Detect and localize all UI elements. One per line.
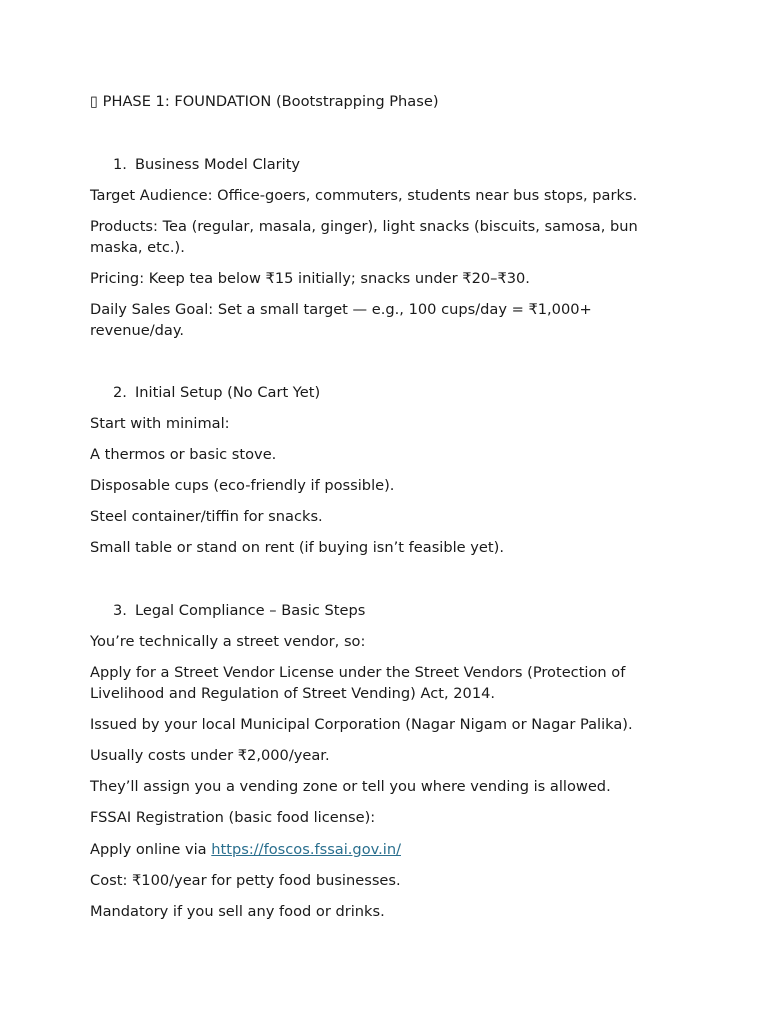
paragraph: Apply for a Street Vendor License under the Street Vendors (Protection of Livelihood and Regulation of Street Vending) Act, 2014. [90,664,626,702]
apply-prefix: Apply online via [90,841,212,858]
paragraph: FSSAI Registration (basic food license): [90,809,376,826]
paragraph: Steel container/tiffin for snacks. [90,508,323,525]
paragraph: You’re technically a street vendor, so: [90,633,366,650]
paragraph: A thermos or basic stove. [90,446,277,463]
section-title: Legal Compliance – Basic Steps [135,602,366,619]
paragraph: Usually costs under ₹2,000/year. [90,747,330,764]
paragraph: Issued by your local Municipal Corporation (Nagar Nigam or Nagar Palika). [90,716,633,733]
section-title: Initial Setup (No Cart Yet) [135,384,321,401]
section-2-title [113,382,320,403]
phase-heading [90,91,439,112]
apply-online-line [90,839,401,860]
paragraph: Cost: ₹100/year for petty food businesses. [90,872,401,889]
section-3-title [113,600,365,621]
paragraph: Start with minimal: [90,415,230,432]
paragraph: They’ll assign you a vending zone or tell you where vending is allowed. [90,778,611,795]
paragraph: Pricing: Keep tea below ₹15 initially; snacks under ₹20–₹30. [90,270,530,287]
paragraph: Daily Sales Goal: Set a small target — e.g., 100 cups/day = ₹1,000+ revenue/day. [90,301,592,339]
section-number: 3. [113,602,127,619]
section-1-title [113,154,300,175]
paragraph: Target Audience: Office-goers, commuters, students near bus stops, parks. [90,187,638,204]
paragraph: Small table or stand on rent (if buying isn’t feasible yet). [90,539,504,556]
fssai-link[interactable]: https://foscos.fssai.gov.in/ [211,841,401,858]
paragraph: Disposable cups (eco-friendly if possible). [90,477,395,494]
phase-heading-text: PHASE 1: FOUNDATION (Bootstrapping Phase) [102,93,439,110]
paragraph: Mandatory if you sell any food or drinks. [90,903,385,920]
section-number: 1. [113,156,127,173]
pin-icon: ▯ [90,93,99,110]
section-number: 2. [113,384,127,401]
paragraph: Products: Tea (regular, masala, ginger), light snacks (biscuits, samosa, bun maska, etc.). [90,218,638,256]
section-title: Business Model Clarity [135,156,301,173]
